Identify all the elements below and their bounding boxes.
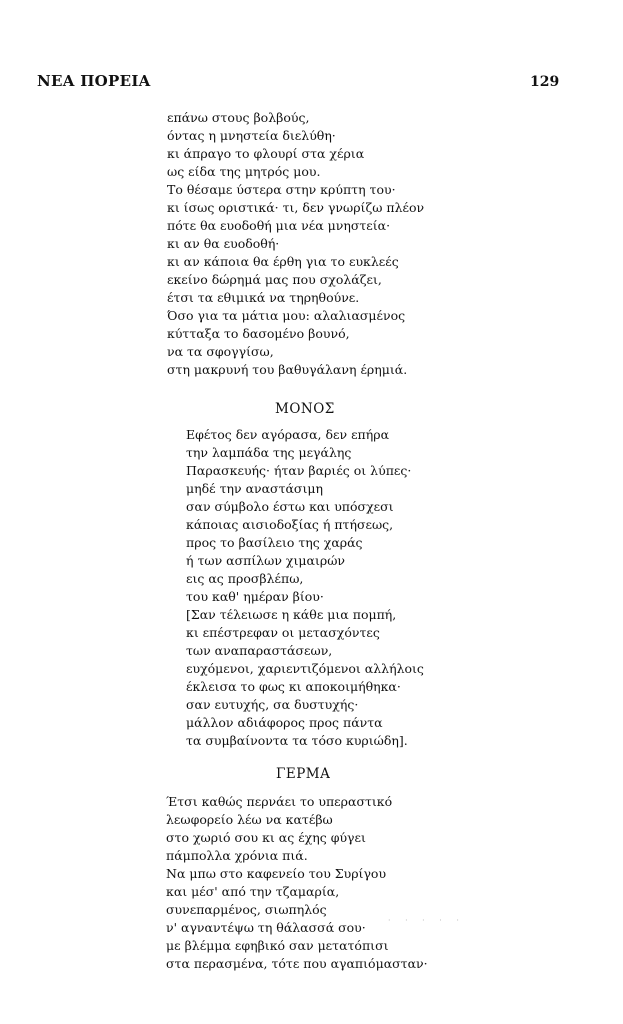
poem-line: κάποιας αισιοδοξίας ή πτήσεως, — [186, 517, 394, 532]
poem-line: Να μπω στο καφενείο του Συρίγου — [166, 866, 387, 881]
poem-line: στο χωριό σου κι ας έχης φύγει — [166, 830, 366, 845]
poem-line: κύτταξα το δασομένο βουνό, — [167, 326, 350, 341]
poem-line: Το θέσαμε ύστερα στην κρύπτη του· — [167, 182, 396, 197]
poem-line: να τα σφογγίσω, — [167, 344, 274, 359]
poem-line: Παρασκευής· ήταν βαριές οι λύπες· — [186, 463, 412, 478]
poem-title-germa: ΓΕΡΜΑ — [276, 766, 331, 782]
poem-line: εκείνο δώρημά μας που σχολάζει, — [167, 272, 382, 287]
poem-line: στα περασμένα, τότε που αγαπιόμασταν· — [166, 956, 428, 971]
poem-line: κι αν θα ευοδοθή· — [167, 236, 280, 251]
poem-line: Όσο για τα μάτια μου: αλαλιασμένος — [167, 308, 406, 323]
poem-line: στη μακρυνή του βαθυγάλανη έρημιά. — [167, 362, 408, 377]
poem-line: εις ας προσβλέπω, — [186, 571, 304, 586]
page-number: 129 — [530, 74, 560, 90]
poem-line: προς το βασίλειο της χαράς — [186, 535, 363, 550]
poem-line: Εφέτος δεν αγόρασα, δεν επήρα — [186, 427, 390, 442]
poem-continuation — [167, 109, 424, 379]
poem-line: μάλλον αδιάφορος προς πάντα — [186, 715, 383, 730]
poem-line: ή των ασπίλων χιμαιρών — [186, 553, 346, 568]
poem-germa-body — [166, 793, 428, 973]
poem-line: κι αν κάποια θα έρθη για το ευκλεές — [167, 254, 399, 269]
poem-line: σαν ευτυχής, σα δυστυχής· — [186, 697, 359, 712]
poem-line: την λαμπάδα της μεγάλης — [186, 445, 352, 460]
poem-line: τα συμβαίνοντα τα τόσο κυριώδη]. — [186, 733, 408, 748]
poem-monos-body — [186, 426, 424, 750]
poem-line: κι άπραγο το φλουρί στα χέρια — [167, 146, 365, 161]
poem-line: πάμπολλα χρόνια πιά. — [166, 848, 308, 863]
poem-line: κι επέστρεφαν οι μετασχόντες — [186, 625, 380, 640]
poem-line: έτσι τα εθιμικά να τηρηθούνε. — [167, 290, 360, 305]
poem-line: με βλέμμα εφηβικό σαν μετατόπισι — [166, 938, 389, 953]
poem-line: του καθ' ημέραν βίου· — [186, 589, 324, 604]
poem-line: μηδέ την αναστάσιμη — [186, 481, 323, 496]
running-header-title: ΝΕΑ ΠΟΡΕΙΑ — [37, 72, 151, 90]
poem-line: των αναπαραστάσεων, — [186, 643, 333, 658]
poem-line: πότε θα ευοδοθή μια νέα μνηστεία· — [167, 218, 391, 233]
poem-line: [Σαν τέλειωσε η κάθε μια πομπή, — [186, 607, 397, 622]
poem-title-monos: ΜΟΝΟΣ — [275, 401, 335, 417]
poem-line: έκλεισα το φως κι αποκοιμήθηκα· — [186, 679, 401, 694]
poem-line: λεωφορείο λέω να κατέβω — [166, 812, 333, 827]
scan-noise-specks: · · · · · — [388, 916, 465, 925]
poem-line: κι ίσως οριστικά· τι, δεν γνωρίζω πλέον — [167, 200, 425, 215]
poem-line: σαν σύμβολο έστω και υπόσχεσι — [186, 499, 394, 514]
poem-line: ν' αγναντέψω τη θάλασσά σου· — [166, 920, 366, 935]
poem-line: ως είδα της μητρός μου. — [167, 164, 321, 179]
poem-line: όντας η μνηστεία διελύθη· — [167, 128, 336, 143]
poem-line: επάνω στους βολβούς, — [167, 110, 310, 125]
poem-line: ευχόμενοι, χαριεντιζόμενοι αλλήλοις — [186, 661, 424, 676]
poem-line: Έτσι καθώς περνάει το υπεραστικό — [166, 794, 393, 809]
poem-line: και μέσ' από την τζαμαρία, — [166, 884, 340, 899]
poem-line: συνεπαρμένος, σιωπηλός — [166, 902, 327, 917]
